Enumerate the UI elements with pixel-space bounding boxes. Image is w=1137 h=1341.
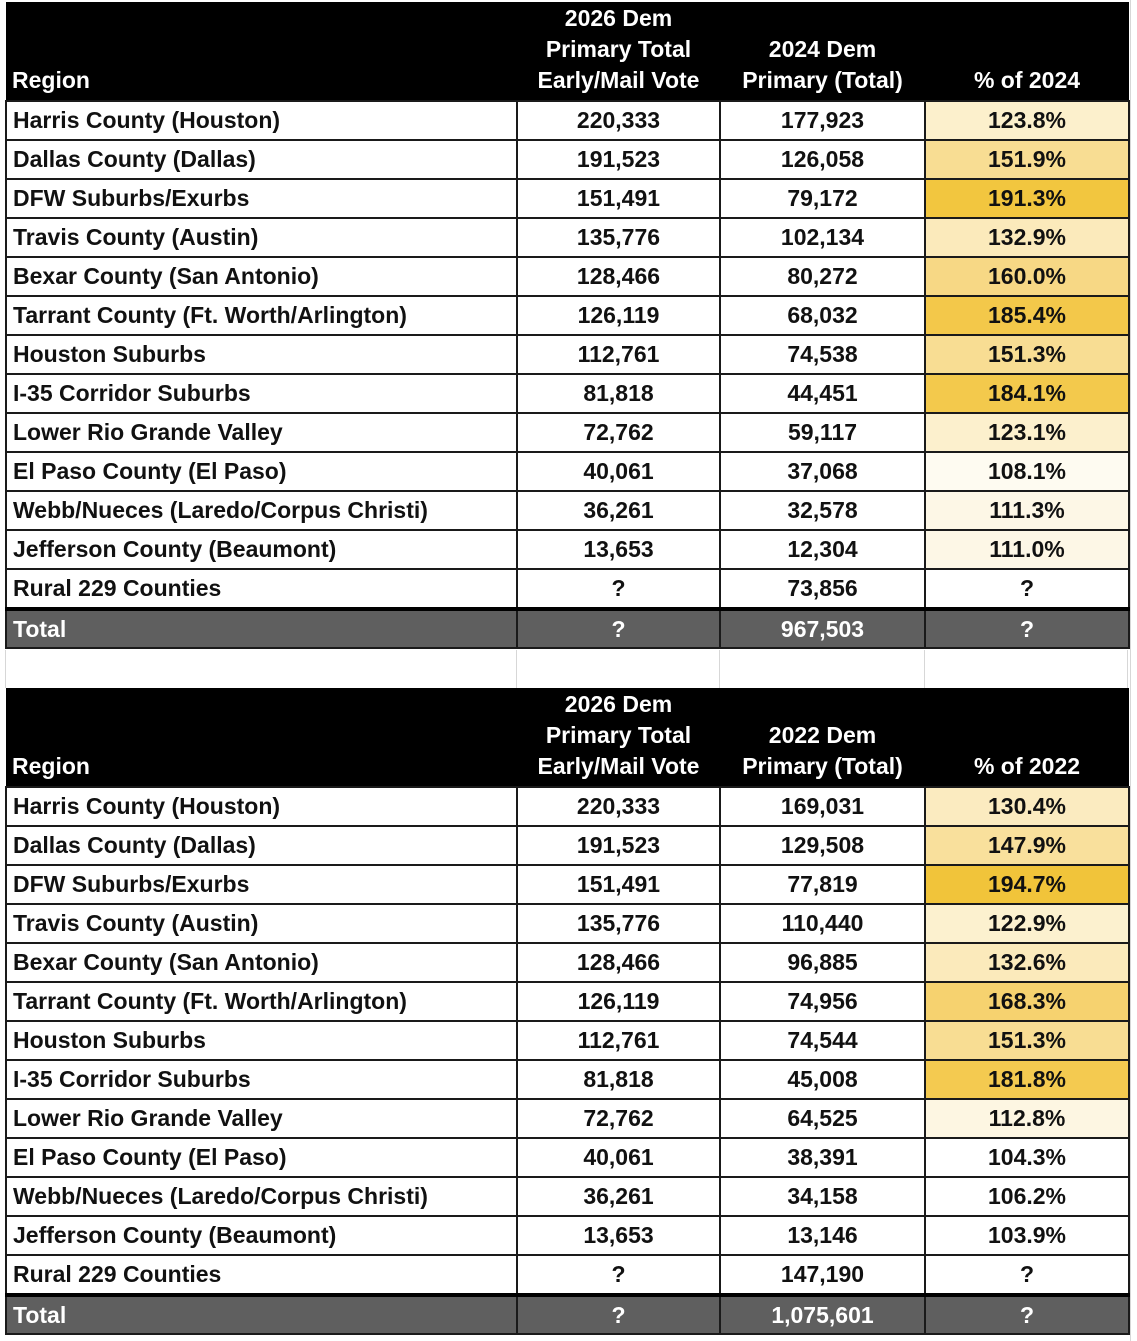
header-row [6,688,1129,787]
percent-cell[interactable]: 104.3% [925,1138,1129,1177]
region-cell[interactable]: Harris County (Houston) [6,101,517,140]
early-mail-2026-cell[interactable]: 191,523 [517,140,720,179]
region-cell[interactable]: Bexar County (San Antonio) [6,943,517,982]
prior-primary-total-cell[interactable]: 102,134 [720,218,925,257]
prior-primary-total-cell[interactable]: 37,068 [720,452,925,491]
table-row [6,491,1129,530]
total-prior-primary-cell[interactable]: 1,075,601 [720,1295,925,1334]
prior-primary-total-cell[interactable]: 38,391 [720,1138,925,1177]
early-mail-2026-cell[interactable]: 220,333 [517,787,720,826]
table-row [6,530,1129,569]
prior-primary-total-cell[interactable]: 96,885 [720,943,925,982]
table-row [6,257,1129,296]
table-row [6,1255,1129,1295]
region-cell[interactable]: Tarrant County (Ft. Worth/Arlington) [6,982,517,1021]
percent-cell[interactable]: 147.9% [925,826,1129,865]
region-cell[interactable]: Dallas County (Dallas) [6,140,517,179]
early-mail-2026-cell[interactable]: 40,061 [517,452,720,491]
prior-primary-total-cell[interactable]: 13,146 [720,1216,925,1255]
percent-cell[interactable]: 184.1% [925,374,1129,413]
percent-cell[interactable]: 111.3% [925,491,1129,530]
early-mail-2026-cell[interactable]: 191,523 [517,826,720,865]
prior-primary-total-cell[interactable]: 34,158 [720,1177,925,1216]
table-row [6,218,1129,257]
prior-primary-total-cell[interactable]: 77,819 [720,865,925,904]
region-cell[interactable]: El Paso County (El Paso) [6,1138,517,1177]
early-mail-2026-cell[interactable]: 126,119 [517,982,720,1021]
percent-cell[interactable]: 132.9% [925,218,1129,257]
table-row [6,904,1129,943]
table-body [6,787,1129,1334]
early-mail-2026-cell[interactable]: 135,776 [517,904,720,943]
early-mail-2026-cell[interactable]: ? [517,569,720,609]
region-cell[interactable]: Travis County (Austin) [6,218,517,257]
region-cell[interactable]: Bexar County (San Antonio) [6,257,517,296]
comparison-table-2024 [5,2,1130,649]
table-row [6,374,1129,413]
percent-cell[interactable]: 123.8% [925,101,1129,140]
percent-cell[interactable]: ? [925,569,1129,609]
early-mail-2026-cell[interactable]: 128,466 [517,257,720,296]
header-region[interactable]: Region [6,688,517,787]
early-mail-2026-cell[interactable]: 220,333 [517,101,720,140]
early-mail-2026-cell[interactable]: 36,261 [517,491,720,530]
table-row [6,787,1129,826]
prior-primary-total-cell[interactable]: 12,304 [720,530,925,569]
table-row [6,943,1129,982]
early-mail-2026-cell[interactable]: 128,466 [517,943,720,982]
early-mail-2026-cell[interactable]: 81,818 [517,1060,720,1099]
percent-cell[interactable]: 111.0% [925,530,1129,569]
comparison-table-2022 [5,688,1130,1335]
percent-cell[interactable]: 108.1% [925,452,1129,491]
early-mail-2026-cell[interactable]: 81,818 [517,374,720,413]
table-row [6,1138,1129,1177]
early-mail-2026-cell[interactable]: 135,776 [517,218,720,257]
early-mail-2026-cell[interactable]: 126,119 [517,296,720,335]
table-row [6,1060,1129,1099]
prior-primary-total-cell[interactable]: 32,578 [720,491,925,530]
total-label-cell[interactable]: Total [6,1295,517,1334]
region-cell[interactable]: Houston Suburbs [6,335,517,374]
header-percent-of-prior[interactable]: % of 2022 [925,688,1129,787]
region-cell[interactable]: Webb/Nueces (Laredo/Corpus Christi) [6,491,517,530]
header-percent-of-prior[interactable]: % of 2024 [925,2,1129,101]
region-cell[interactable]: Travis County (Austin) [6,904,517,943]
total-percent-cell[interactable]: ? [925,609,1129,648]
total-percent-cell[interactable]: ? [925,1295,1129,1334]
prior-primary-total-cell[interactable]: 129,508 [720,826,925,865]
header-early-mail-2026[interactable]: 2026 Dem Primary Total Early/Mail Vote [517,688,720,787]
prior-primary-total-cell[interactable]: 79,172 [720,179,925,218]
table-row [6,413,1129,452]
table-row [6,296,1129,335]
percent-cell[interactable]: 181.8% [925,1060,1129,1099]
table-row [6,335,1129,374]
prior-primary-total-cell[interactable]: 44,451 [720,374,925,413]
prior-primary-total-cell[interactable]: 147,190 [720,1255,925,1295]
early-mail-2026-cell[interactable]: 112,761 [517,335,720,374]
prior-primary-total-cell[interactable]: 80,272 [720,257,925,296]
percent-cell[interactable]: ? [925,1255,1129,1295]
prior-primary-total-cell[interactable]: 74,956 [720,982,925,1021]
region-cell[interactable]: Jefferson County (Beaumont) [6,1216,517,1255]
header-early-mail-2026[interactable]: 2026 Dem Primary Total Early/Mail Vote [517,2,720,101]
region-cell[interactable]: El Paso County (El Paso) [6,452,517,491]
total-early-mail-2026-cell[interactable]: ? [517,609,720,648]
prior-primary-total-cell[interactable]: 177,923 [720,101,925,140]
region-cell[interactable]: DFW Suburbs/Exurbs [6,865,517,904]
table-row [6,452,1129,491]
total-prior-primary-cell[interactable]: 967,503 [720,609,925,648]
region-cell[interactable]: Rural 229 Counties [6,1255,517,1295]
empty-spreadsheet-row[interactable] [5,650,1128,688]
percent-cell[interactable]: 168.3% [925,982,1129,1021]
table-row [6,1021,1129,1060]
prior-primary-total-cell[interactable]: 73,856 [720,569,925,609]
region-cell[interactable]: I-35 Corridor Suburbs [6,1060,517,1099]
table-row [6,1177,1129,1216]
prior-primary-total-cell[interactable]: 169,031 [720,787,925,826]
percent-cell[interactable]: 130.4% [925,787,1129,826]
table-body [6,101,1129,648]
early-mail-2026-cell[interactable]: 72,762 [517,413,720,452]
percent-cell[interactable]: 122.9% [925,904,1129,943]
prior-primary-total-cell[interactable]: 64,525 [720,1099,925,1138]
table-row [6,179,1129,218]
table-row [6,865,1129,904]
region-cell[interactable]: Houston Suburbs [6,1021,517,1060]
table-row [6,1216,1129,1255]
percent-cell[interactable]: 194.7% [925,865,1129,904]
region-cell[interactable]: Rural 229 Counties [6,569,517,609]
header-prior-primary-total[interactable]: 2024 Dem Primary (Total) [720,2,925,101]
percent-cell[interactable]: 191.3% [925,179,1129,218]
total-label-cell[interactable]: Total [6,609,517,648]
header-row [6,2,1129,101]
table-row [6,140,1129,179]
region-cell[interactable]: Tarrant County (Ft. Worth/Arlington) [6,296,517,335]
region-cell[interactable]: Harris County (Houston) [6,787,517,826]
percent-cell[interactable]: 106.2% [925,1177,1129,1216]
table-row [6,569,1129,609]
table-row [6,826,1129,865]
region-cell[interactable]: Dallas County (Dallas) [6,826,517,865]
early-mail-2026-cell[interactable]: 72,762 [517,1099,720,1138]
percent-cell[interactable]: 151.3% [925,335,1129,374]
total-row [6,1295,1129,1334]
header-prior-primary-total[interactable]: 2022 Dem Primary (Total) [720,688,925,787]
table-row [6,101,1129,140]
prior-primary-total-cell[interactable]: 68,032 [720,296,925,335]
region-cell[interactable]: Jefferson County (Beaumont) [6,530,517,569]
region-cell[interactable]: Lower Rio Grande Valley [6,1099,517,1138]
percent-cell[interactable]: 151.3% [925,1021,1129,1060]
early-mail-2026-cell[interactable]: 151,491 [517,865,720,904]
percent-cell[interactable]: 160.0% [925,257,1129,296]
prior-primary-total-cell[interactable]: 59,117 [720,413,925,452]
percent-cell[interactable]: 132.6% [925,943,1129,982]
prior-primary-total-cell[interactable]: 110,440 [720,904,925,943]
prior-primary-total-cell[interactable]: 74,538 [720,335,925,374]
sheet-gridline [1130,0,1131,1341]
percent-cell[interactable]: 185.4% [925,296,1129,335]
early-mail-2026-cell[interactable]: ? [517,1255,720,1295]
total-early-mail-2026-cell[interactable]: ? [517,1295,720,1334]
table-row [6,982,1129,1021]
header-region[interactable]: Region [6,2,517,101]
early-mail-2026-cell[interactable]: 112,761 [517,1021,720,1060]
prior-primary-total-cell[interactable]: 126,058 [720,140,925,179]
region-cell[interactable]: DFW Suburbs/Exurbs [6,179,517,218]
percent-cell[interactable]: 103.9% [925,1216,1129,1255]
percent-cell[interactable]: 123.1% [925,413,1129,452]
early-mail-2026-cell[interactable]: 13,653 [517,530,720,569]
percent-cell[interactable]: 151.9% [925,140,1129,179]
region-cell[interactable]: Lower Rio Grande Valley [6,413,517,452]
prior-primary-total-cell[interactable]: 74,544 [720,1021,925,1060]
early-mail-2026-cell[interactable]: 13,653 [517,1216,720,1255]
early-mail-2026-cell[interactable]: 151,491 [517,179,720,218]
region-cell[interactable]: I-35 Corridor Suburbs [6,374,517,413]
early-mail-2026-cell[interactable]: 36,261 [517,1177,720,1216]
early-mail-2026-cell[interactable]: 40,061 [517,1138,720,1177]
table-row [6,1099,1129,1138]
prior-primary-total-cell[interactable]: 45,008 [720,1060,925,1099]
total-row [6,609,1129,648]
percent-cell[interactable]: 112.8% [925,1099,1129,1138]
region-cell[interactable]: Webb/Nueces (Laredo/Corpus Christi) [6,1177,517,1216]
